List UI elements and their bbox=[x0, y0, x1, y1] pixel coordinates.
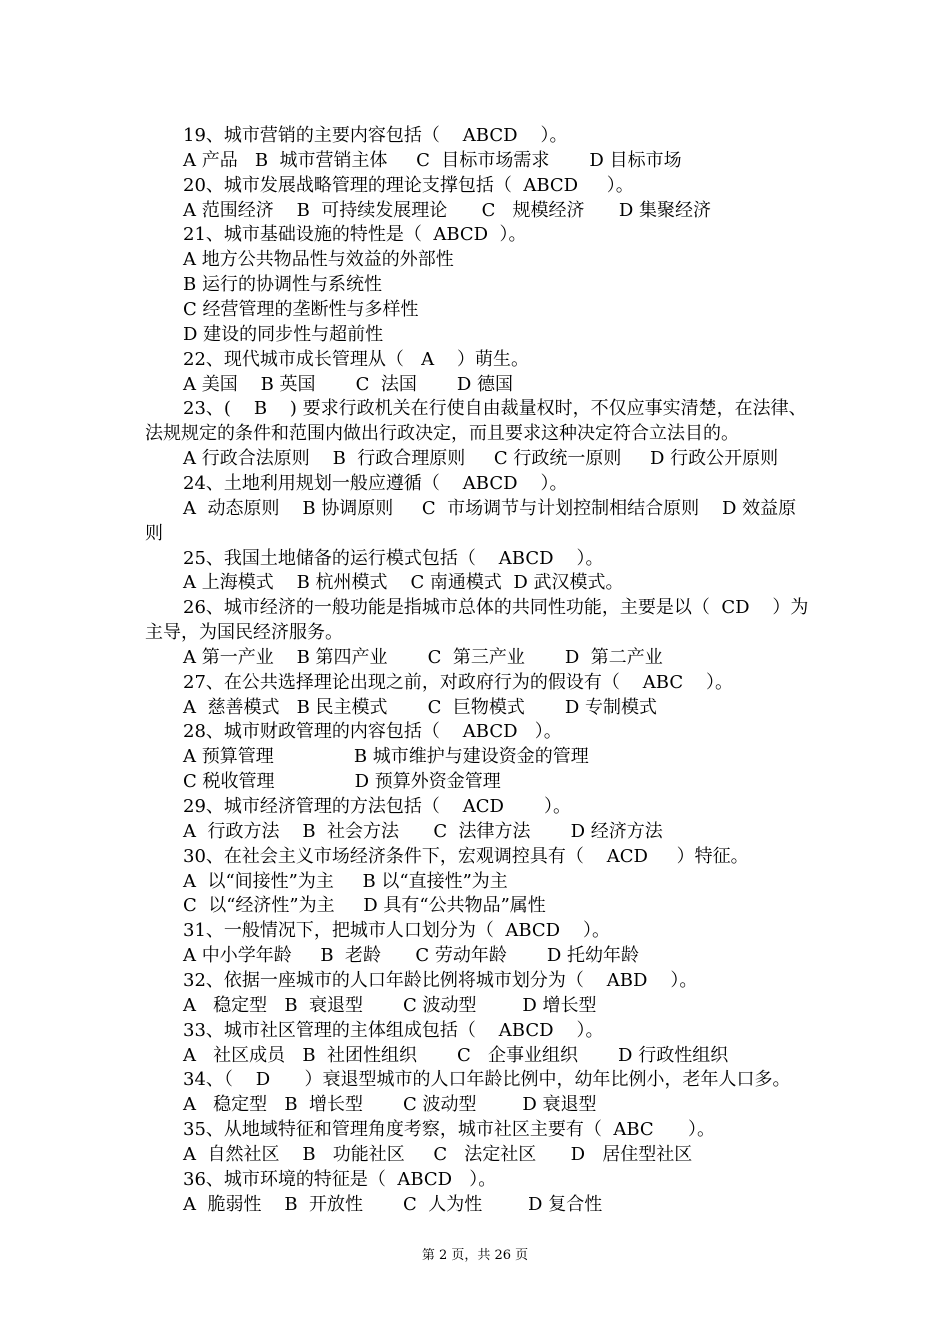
text-line: 主导，为国民经济服务。 bbox=[145, 622, 343, 643]
text-line: A 范围经济 B 可持续发展理论 C 规模经济 D 集聚经济 bbox=[183, 199, 712, 221]
text-line: A 产品 B 城市营销主体 C 目标市场需求 D 目标市场 bbox=[183, 149, 682, 171]
text-line: 26、城市经济的一般功能是指城市总体的共同性功能，主要是以（ CD ）为 bbox=[183, 597, 809, 619]
text-line: 35、从地域特征和管理角度考察，城市社区主要有（ ABC ）。 bbox=[183, 1119, 716, 1140]
text-line: A 稳定型 B 增长型 C 波动型 D 衰退型 bbox=[183, 1094, 597, 1116]
text-line: 24、土地利用规划一般应遵循（ ABCD ）。 bbox=[183, 472, 568, 494]
text-line: A 以“间接性”为主 B 以“直接性”为主 bbox=[183, 870, 508, 892]
text-line: 28、城市财政管理的内容包括（ ABCD ）。 bbox=[183, 721, 562, 743]
text-line: 22、现代城市成长管理从（ A ）萌生。 bbox=[183, 348, 529, 370]
text-line: A 中小学年龄 B 老龄 C 劳动年龄 D 托幼年龄 bbox=[183, 945, 640, 967]
text-line: A 慈善模式 B 民主模式 C 巨物模式 D 专制模式 bbox=[183, 696, 658, 718]
text-line: 34、（ D ）衰退型城市的人口年龄比例中，幼年比例小，老年人口多。 bbox=[183, 1069, 791, 1091]
text-line: C 税收管理 D 预算外资金管理 bbox=[183, 771, 501, 793]
text-line: A 地方公共物品性与效益的外部性 bbox=[183, 249, 454, 271]
text-line: 32、依据一座城市的人口年龄比例将城市划分为（ ABD ）。 bbox=[183, 969, 698, 991]
text-line: 30、在社会主义市场经济条件下，宏观调控具有（ ACD ）特征。 bbox=[183, 845, 749, 867]
text-line: 25、我国土地储备的运行模式包括（ ABCD ）。 bbox=[183, 547, 604, 569]
text-line: 29、城市经济管理的方法包括（ ACD ）。 bbox=[183, 796, 572, 817]
text-line: A 社区成员 B 社团性组织 C 企事业组织 D 行政性组织 bbox=[183, 1044, 729, 1066]
text-line: B 运行的协调性与系统性 bbox=[183, 274, 382, 296]
text-line: A 稳定型 B 衰退型 C 波动型 D 增长型 bbox=[183, 994, 597, 1016]
text-line: 19、城市营销的主要内容包括（ ABCD ）。 bbox=[183, 125, 568, 146]
text-line: D 建设的同步性与超前性 bbox=[183, 323, 384, 345]
text-line: C 经营管理的垄断性与多样性 bbox=[183, 299, 419, 320]
text-line: A 美国 B 英国 C 法国 D 德国 bbox=[183, 373, 514, 395]
text-line: 23、( B ) 要求行政机关在行使自由裁量权时，不仅应事实清楚，在法律、 bbox=[183, 398, 807, 420]
text-line: 31、一般情况下，把城市人口划分为（ ABCD ）。 bbox=[183, 920, 610, 942]
text-line: A 第一产业 B 第四产业 C 第三产业 D 第二产业 bbox=[183, 646, 663, 668]
text-line: C 以“经济性”为主 D 具有“公共物品”属性 bbox=[183, 895, 546, 917]
text-line: 27、在公共选择理论出现之前，对政府行为的假设有（ ABC ）。 bbox=[183, 671, 734, 693]
text-line: 21、城市基础设施的特性是（ ABCD ）。 bbox=[183, 224, 527, 246]
page-footer: 第 2 页，共 26 页 bbox=[421, 1248, 529, 1263]
text-line: 则 bbox=[145, 522, 163, 544]
text-line: A 上海模式 B 杭州模式 C 南通模式 D 武汉模式。 bbox=[183, 572, 624, 594]
text-line: A 动态原则 B 协调原则 C 市场调节与计划控制相结合原则 D 效益原 bbox=[183, 497, 797, 519]
text-line: 20、城市发展战略管理的理论支撑包括（ ABCD ）。 bbox=[183, 174, 634, 196]
text-line: 33、城市社区管理的主体组成包括（ ABCD ）。 bbox=[183, 1019, 604, 1041]
text-line: 36、城市环境的特征是（ ABCD ）。 bbox=[183, 1168, 497, 1190]
text-line: A 行政方法 B 社会方法 C 法律方法 D 经济方法 bbox=[183, 820, 663, 842]
text-line: A 脆弱性 B 开放性 C 人为性 D 复合性 bbox=[183, 1193, 603, 1215]
text-line: A 预算管理 B 城市维护与建设资金的管理 bbox=[183, 746, 589, 768]
text-line: A 自然社区 B 功能社区 C 法定社区 D 居住型社区 bbox=[183, 1143, 693, 1165]
text-line: 法规规定的条件和范围内做出行政决定，而且要求这种决定符合立法目的。 bbox=[145, 423, 739, 445]
text-line: A 行政合法原则 B 行政合理原则 C 行政统一原则 D 行政公开原则 bbox=[183, 448, 779, 470]
